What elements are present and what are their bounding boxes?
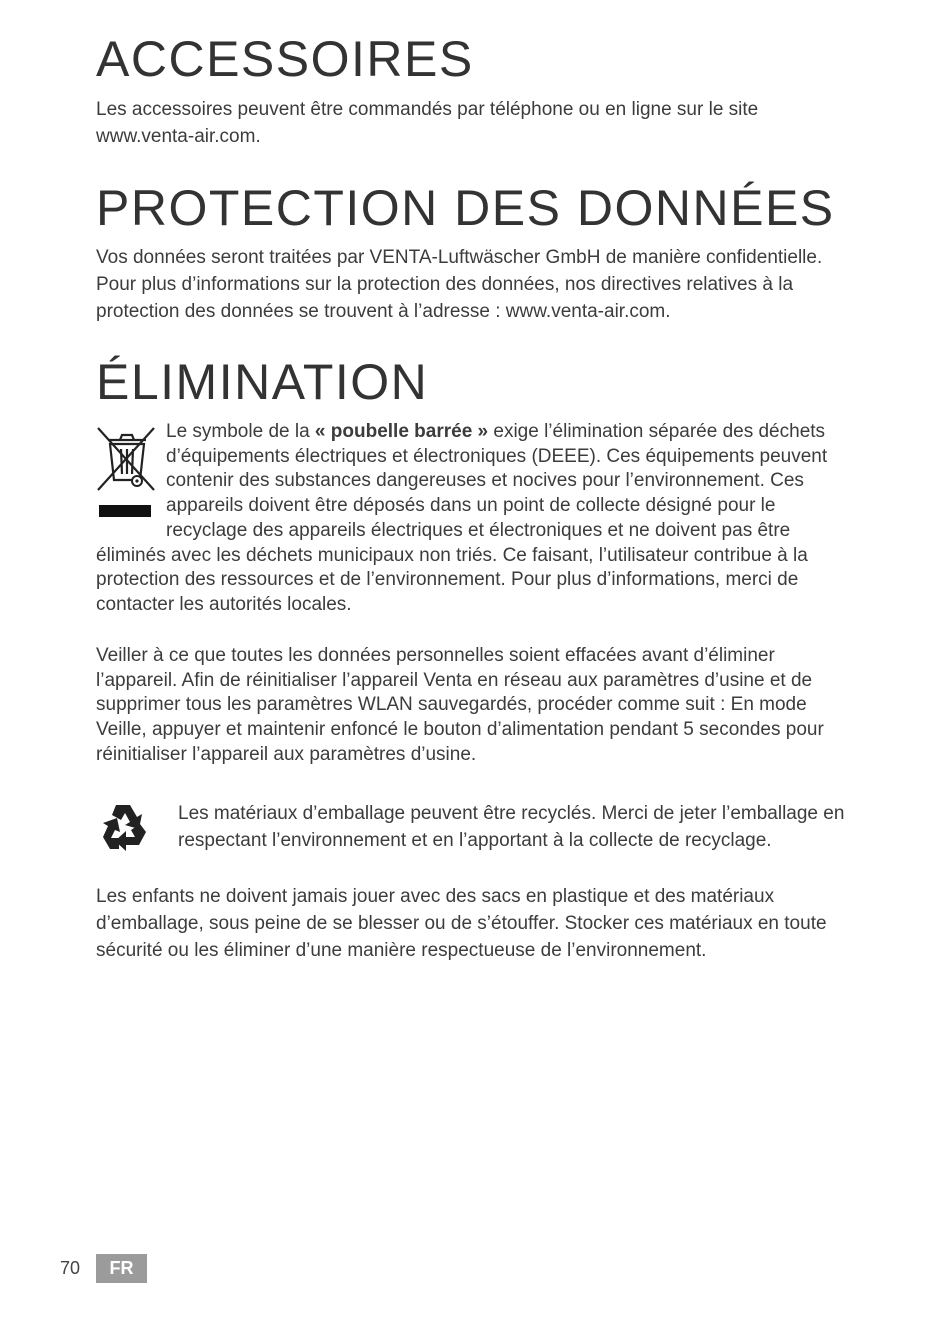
- recycling-text: Les matériaux d’emballage peuvent être recyclés. Merci de jeter l’emballage en respectant l’environnement et en l’apportant à la collecte de recyclage.: [178, 803, 845, 851]
- weee-bold-term: « poubelle barrée »: [314, 421, 489, 442]
- weee-text-intro: Le symbole de la: [166, 421, 315, 442]
- accessories-text: Les accessoires peuvent être commandés par téléphone ou en ligne sur le site www.venta-air.com.: [96, 99, 759, 147]
- accessories-heading: ACCESSOIRES: [96, 31, 474, 87]
- crossed-out-bin-icon: [96, 424, 158, 520]
- page-number: 70: [60, 1258, 81, 1278]
- weee-text: [96, 420, 861, 618]
- recycle-icon: [96, 802, 150, 854]
- data-protection-heading: PROTECTION DES DONNÉES: [96, 180, 835, 236]
- data-wipe-text: Veiller à ce que toutes les données personnelles soient effacées avant d’éliminer l’appareil. Afin de réinitialiser l’appareil Venta en réseau aux paramètres d’usine et de supprimer tous les paramètres WLAN sauvegardés, procéder comme suit : En mode Veille, appuyer et maintenir enfoncé le bouton d’alimentation pendant 5 secondes pour réinitialiser l’appareil aux paramètres d’usine.: [96, 645, 824, 765]
- weee-text-rest: exige l’élimination séparée des déchets d’équipements électriques et électroniques (DEEE). Ces équipements peuvent contenir des substances dangereuses et nocives pour l’environnement. Ces appareils doivent être déposés dans un point de collecte désigné pour le recyclage des appareils électriques et électroniques et ne doivent pas être éliminés avec les déchets municipaux non triés. Ce faisant, l’utilisateur contribue à la protection des ressources et de l’environnement. Pour plus d’informations, merci de contacter les autorités locales.: [96, 421, 828, 615]
- data-protection-text: Vos données seront traitées par VENTA-Luftwäscher GmbH de manière confidentielle. Pour plus d’informations sur la protection des données, nos directives relatives à la protection des données se trouvent à l’adresse : www.venta-air.com.: [96, 247, 823, 322]
- children-warning-text: Les enfants ne doivent jamais jouer avec des sacs en plastique et des matériaux d’emballage, sous peine de se blesser ou de s’étouffer. Stocker ces matériaux en toute sécurité ou les éliminer d’une manière respectueuse de l’environnement.: [96, 886, 827, 961]
- language-badge: FR: [96, 1254, 147, 1283]
- recycling-section: [96, 800, 866, 860]
- weee-section: [96, 420, 861, 618]
- disposal-heading: ÉLIMINATION: [96, 354, 429, 410]
